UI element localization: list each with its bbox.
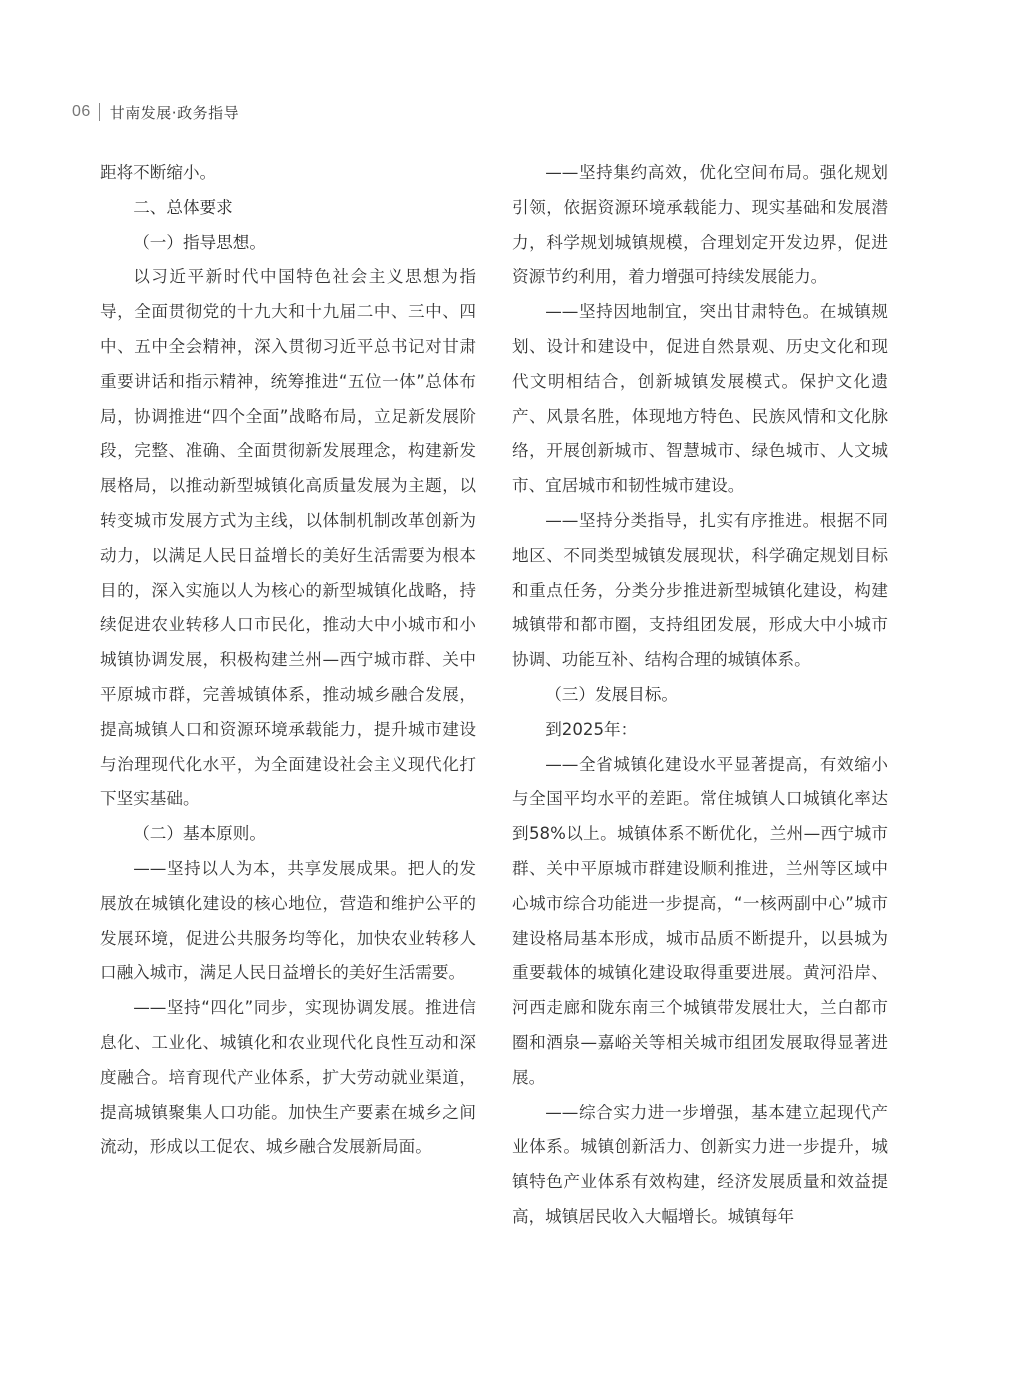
paragraph-goal-urbanization-level: ——全省城镇化建设水平显著提高，有效缩小与全国平均水平的差距。常住城镇人口城镇化率达到58%以上。城镇体系不断优化，兰州—西宁城市群、关中平原城市群建设顺利推进，兰州等区域中心城市综合功能进一步提高，“一核两副中心”城市建设格局基本形成，城市品质不断提升，以县城为重要载体的城镇化建设取得重要进展。黄河沿岸、河西走廊和陇东南三个城镇带发展壮大，兰白都市圈和酒泉—嘉峪关等相关城市组团发展取得显著进展。 <box>512 754 888 1087</box>
paragraph-guiding-ideology: 以习近平新时代中国特色社会主义思想为指导，全面贯彻党的十九大和十九届二中、三中、四中、五中全会精神，深入贯彻习近平总书记对甘肃重要讲话和指示精神，统筹推进“五位一体”总体布局，协调推进“四个全面”战略布局，立足新发展阶段，完整、准确、全面贯彻新发展理念，构建新发展格局，以推动新型城镇化高质量发展为主题，以转变城市发展方式为主线，以体制机制改革创新为动力，以满足人民日益增长的美好生活需要为根本目的，深入实施以人为核心的新型城镇化战略，持续促进农业转移人口市民化，推动大中小城市和小城镇协调发展，积极构建兰州—西宁城市群、关中平原城市群，完善城镇体系，推动城乡融合发展，提高城镇人口和资源环境承载能力，提升城市建设与治理现代化水平，为全面建设社会主义现代化打下坚实基础。 <box>100 267 476 809</box>
right-column <box>512 156 888 1235</box>
paragraph-goal-comprehensive-strength: ——综合实力进一步增强，基本建立起现代产业体系。城镇创新活力、创新实力进一步提升，城镇特色产业体系有效构建，经济发展质量和效益提高，城镇居民收入大幅增长。城镇每年 <box>512 1102 888 1226</box>
paragraph-principle-local-conditions: ——坚持因地制宜，突出甘肃特色。在城镇规划、设计和建设中，促进自然景观、历史文化和现代文明相结合，创新城镇发展模式。保护文化遗产、风景名胜，体现地方特色、民族风情和文化脉络，开展创新城市、智慧城市、绿色城市、人文城市、宜居城市和韧性城市建设。 <box>512 302 888 496</box>
subheading-basic-principles: （二）基本原则。 <box>133 824 266 844</box>
publication-title: 甘南发展·政务指导 <box>109 103 240 122</box>
paragraph-principle-people-first: ——坚持以人为本，共享发展成果。把人的发展放在城镇化建设的核心地位，营造和维护公平的发展环境，促进公共服务均等化，加快农业转移人口融入城市，满足人民日益增长的美好生活需要。 <box>100 858 476 983</box>
subheading-development-goals: （三）发展目标。 <box>545 684 678 704</box>
paragraph-principle-intensive: ——坚持集约高效，优化空间布局。强化规划引领，依据资源环境承载能力、现实基础和发展潜力，科学规划城镇规模，合理划定开发边界，促进资源节约利用，着力增强可持续发展能力。 <box>512 163 888 287</box>
paragraph-continuation: 距将不断缩小。 <box>100 163 217 182</box>
header-divider <box>99 103 100 121</box>
left-column <box>100 156 476 1165</box>
paragraph-principle-four-modernizations: ——坚持“四化”同步，实现协调发展。推进信息化、工业化、城镇化和农业现代化良性互动和深度融合。培育现代产业体系，扩大劳动就业渠道，提高城镇聚集人口功能。加快生产要素在城乡之间流动，形成以工促农、城乡融合发展新局面。 <box>100 998 476 1157</box>
page-header <box>72 100 239 124</box>
section-heading-general-requirements: 二、总体要求 <box>133 197 233 217</box>
paragraph-goal-year: 到2025年： <box>545 719 638 739</box>
subheading-guiding-ideology: （一）指导思想。 <box>133 232 266 252</box>
page-number: 06 <box>72 103 91 120</box>
paragraph-principle-classified-guidance: ——坚持分类指导，扎实有序推进。根据不同地区、不同类型城镇发展现状，科学确定规划目标和重点任务，分类分步推进新型城镇化建设，构建城镇带和都市圈，支持组团发展，形成大中小城市协调、功能互补、结构合理的城镇体系。 <box>512 510 888 670</box>
